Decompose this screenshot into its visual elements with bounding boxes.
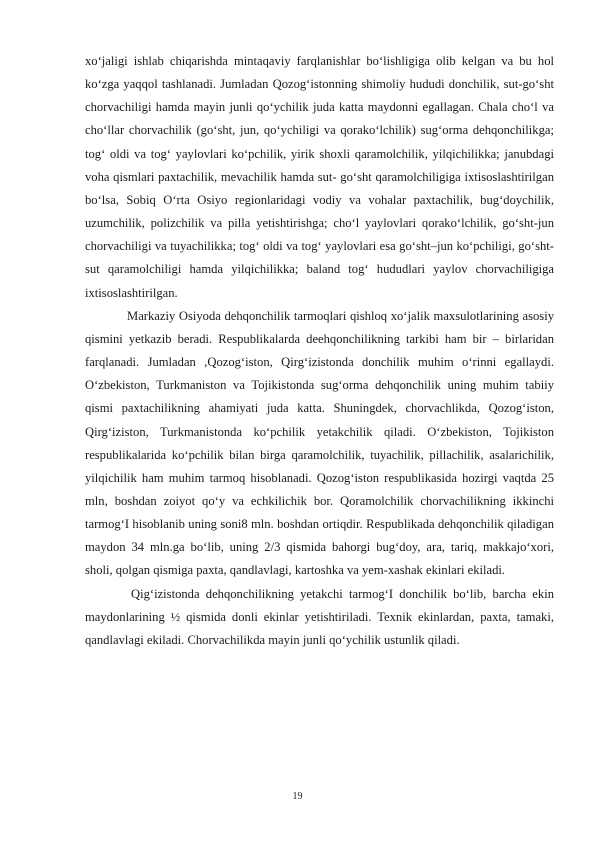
page-number: 19	[292, 791, 303, 802]
paragraph-central-asia-agriculture: Markaziy Osiyoda dehqonchilik tarmoqlari qishloq xo‘jalik maxsulotlarining asosiy qismini yetkazib beradi. Respublikalarda deehqonchilikning tarkibi ham bir – birlaridan farqlanadi. Jumladan ,Qozog‘iston, Qirg‘izistonda donchilik muhim o‘rinni egallaydi. O‘zbekiston, Turkmaniston va Tojikistonda sug‘orma dehqonchilik uning muhim tabiiy qismi paxtachilikning ahamiyati juda katta. Shuningdek, chorvachlikda, Qozog‘iston, Qirg‘iziston, Turkmanistonda ko‘pchilik yetakchilik qiladi. O‘zbekiston, Tojikiston respublikalarida ko‘pchilik bilan birga qaramolchilik, tuyachilik, pillachilik, asalarichilik, yilqichilik ham muhim tarmoq hisoblanadi. Qozog‘iston respublikasida hozirgi vaqtda 25 mln, boshdan zoiyot qo‘y va echkilichik bor. Qoramolchilik chorvachilikning ikkinchi tarmog‘I hisoblanib uning soni8 mln. boshdan ortiqdir. Respublikada dehqonchilik qiladigan maydon 34 mln.ga bo‘lib, uning 2/3 qismida bahorgi bug‘doy, ara, tariq, makkajo‘xori, sholi, qolgan qismiga paxta, qandlavlagi, kartoshka va yem-xashak ekinlari ekiladi.	[85, 308, 554, 578]
paragraph-kyrgyzstan-farming: Qig‘izistonda dehqonchilikning yetakchi tarmog‘I donchilik bo‘lib, barcha ekin maydonlarining ½ qismida donli ekinlar yetishtiriladi. Texnik ekinlardan, paxta, tamaki, qandlavlagi ekiladi. Chorvachilikda mayin junli qo‘ychilik ustunlik qiladi.	[85, 586, 554, 647]
paragraph-regional-specialization: xo‘jaligi ishlab chiqarishda mintaqaviy farqlanishlar bo‘lishligiga olib kelgan va bu hol ko‘zga yaqqol tashlanadi. Jumladan Qozog‘istonning shimoliy hududi donchilik, sut-go‘sht chorvachiligi hamda mayin junli qo‘ychilik juda katta maydonni egallagan. Chala cho‘l va cho‘llar chorvachilik (go‘sht, jun, qo‘ychiligi va qorako‘lchilik) sug‘orma dehqonchilikga; tog‘ oldi va tog‘ yaylovlari ko‘pchilik, yirik shoxli qaramolchilik, yilqichilikka; janubdagi voha qismlari paxtachilik, mevachilik hamda sut- go‘sht qaramolchiligiga ixtisoslashtirilgan bo‘lsa, Sobiq O‘rta Osiyo regionlaridagi vodiy va vohalar paxtachilik, bug‘doychilik, uzumchilik, polizchilik va pilla yetishtirishga; cho‘l yaylovlari qorako‘lchilik, go‘sht-jun chorvachiligi va tuyachilikka; tog‘ oldi va tog‘ yaylovlari esa go‘sht–jun ko‘pchiligi, go‘sht-sut qaramolchiligi hamda yilqichilikka; baland tog‘ hududlari yaylov chorvachiligiga ixtisoslashtirilgan.	[85, 54, 554, 300]
document-page	[85, 50, 554, 652]
